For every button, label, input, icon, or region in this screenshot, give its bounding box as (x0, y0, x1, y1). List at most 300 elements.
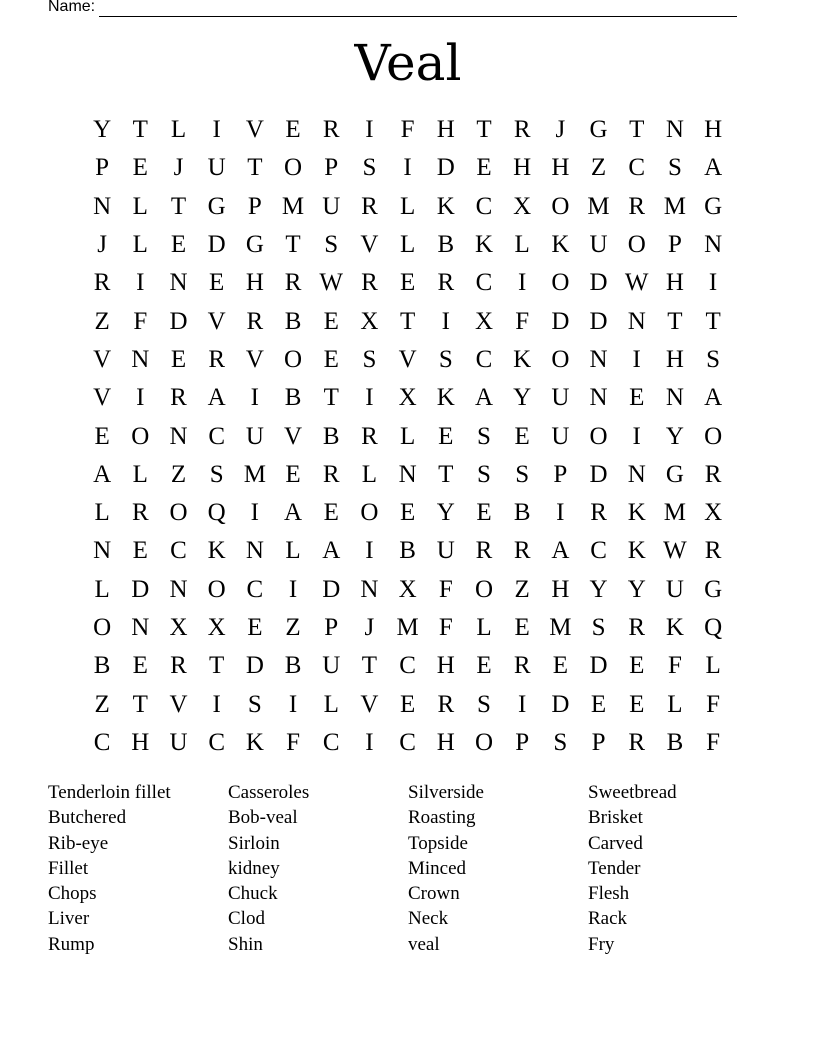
grid-letter: N (169, 575, 188, 603)
grid-letter: E (94, 422, 110, 450)
word-list-item: veal (408, 933, 440, 955)
word-list-item: Clod (228, 908, 265, 930)
grid-letter: T (667, 307, 683, 335)
grid-letter: F (667, 652, 682, 680)
grid-letter: P (515, 728, 530, 756)
grid-letter: U (207, 154, 226, 182)
grid-letter: C (208, 422, 225, 450)
grid-letter: X (398, 384, 417, 412)
grid-letter: Z (285, 614, 301, 641)
grid-letter: C (475, 269, 493, 297)
grid-letter: R (284, 269, 302, 297)
grid-letter: H (665, 269, 684, 297)
grid-letter: E (132, 652, 148, 680)
grid-letter: T (132, 690, 148, 718)
grid-letter: Z (94, 307, 110, 335)
grid-letter: R (170, 652, 187, 680)
grid-letter: E (323, 307, 339, 335)
grid-letter: L (323, 690, 339, 718)
grid-letter: X (207, 614, 226, 641)
grid-letter: V (207, 307, 226, 335)
grid-letter: E (514, 614, 530, 641)
grid-letter: Y (589, 575, 608, 603)
grid-letter: T (209, 652, 225, 680)
grid-letter: H (551, 154, 570, 182)
grid-letter: M (549, 614, 572, 641)
grid-letter: X (398, 575, 417, 603)
grid-letter: O (93, 614, 112, 641)
grid-letter: K (474, 231, 493, 259)
grid-letter: R (361, 192, 378, 220)
grid-letter: S (477, 460, 491, 488)
grid-letter: N (169, 422, 188, 450)
grid-letter: E (399, 269, 416, 297)
word-list-item: Minced (408, 857, 467, 879)
word-list-item: Roasting (408, 807, 476, 829)
grid-letter: R (361, 269, 378, 297)
grid-letter: I (632, 345, 641, 373)
grid-letter: O (551, 192, 570, 220)
grid-letter: I (708, 269, 718, 297)
grid-letter: U (169, 728, 188, 756)
word-search-grid (83, 111, 732, 762)
grid-letter: O (474, 575, 493, 603)
grid-letter: Z (590, 154, 607, 182)
grid-letter: V (284, 422, 303, 450)
grid-letter: D (322, 575, 341, 603)
grid-letter: G (207, 192, 226, 220)
grid-letter: S (591, 614, 606, 641)
grid-letter: P (95, 154, 110, 182)
word-list-item: Sirloin (228, 832, 280, 854)
grid-letter: R (513, 537, 531, 565)
grid-letter: C (475, 192, 493, 220)
grid-letter: E (590, 690, 607, 718)
word-list-item: Brisket (588, 807, 643, 829)
grid-letter: I (136, 269, 145, 297)
word-list-item: Tender (588, 857, 641, 879)
grid-letter: E (323, 499, 339, 527)
grid-letter: O (704, 422, 723, 450)
grid-letter: A (207, 384, 226, 412)
grid-letter: I (288, 575, 298, 603)
grid-letter: I (517, 690, 527, 718)
grid-letter: C (628, 154, 646, 182)
grid-letter: D (169, 307, 188, 335)
grid-letter: T (438, 460, 454, 488)
grid-letter: Q (207, 499, 226, 527)
grid-letter: I (632, 422, 641, 450)
grid-letter: X (360, 307, 379, 335)
grid-letter: E (285, 116, 301, 144)
grid-letter: F (706, 728, 721, 756)
grid-letter: O (131, 422, 150, 450)
grid-letter: L (132, 231, 148, 259)
grid-letter: E (247, 614, 263, 641)
grid-letter: M (243, 460, 266, 488)
grid-letter: R (322, 460, 340, 488)
grid-letter: C (475, 345, 493, 373)
grid-letter: X (474, 307, 493, 335)
grid-letter: D (207, 231, 226, 259)
grid-letter: L (361, 460, 378, 488)
grid-letter: J (364, 614, 375, 641)
grid-letter: I (365, 537, 374, 565)
grid-letter: A (93, 460, 112, 488)
grid-letter: U (322, 652, 341, 680)
name-label: Name: (48, 0, 96, 15)
grid-letter: O (627, 231, 646, 259)
grid-letter: Z (170, 460, 187, 488)
grid-letter: L (132, 192, 148, 220)
grid-letter: D (551, 690, 570, 718)
grid-letter: I (365, 728, 374, 756)
word-list-item: Butchered (48, 807, 127, 829)
grid-letter: S (438, 345, 453, 373)
grid-letter: R (361, 422, 378, 450)
grid-letter: E (132, 154, 148, 182)
grid-letter: H (551, 575, 570, 603)
grid-letter: E (629, 384, 645, 412)
grid-letter: R (93, 269, 111, 297)
grid-letter: F (438, 614, 453, 641)
grid-letter: U (589, 231, 608, 259)
grid-letter: K (627, 537, 646, 565)
grid-letter: D (436, 154, 455, 182)
grid-letter: N (704, 231, 723, 259)
grid-letter: P (591, 728, 606, 756)
grid-letter: H (436, 652, 455, 680)
grid-letter: O (169, 499, 188, 527)
grid-letter: I (365, 384, 374, 412)
grid-letter: Y (513, 384, 532, 412)
grid-letter: Y (93, 116, 112, 144)
grid-letter: B (513, 499, 531, 527)
grid-letter: M (396, 614, 419, 641)
word-list-item: kidney (228, 857, 280, 879)
word-list-item: Casseroles (228, 782, 310, 803)
grid-letter: S (362, 345, 377, 373)
word-list-item: Flesh (588, 883, 630, 905)
grid-letter: O (284, 154, 303, 182)
grid-letter: I (441, 307, 450, 335)
grid-letter: E (476, 154, 492, 182)
grid-letter: S (247, 690, 262, 718)
word-list-item: Topside (408, 832, 468, 854)
grid-letter: N (93, 192, 112, 220)
grid-letter: N (398, 460, 417, 488)
grid-letter: I (212, 116, 221, 144)
grid-letter: R (704, 537, 722, 565)
grid-letter: D (589, 269, 608, 297)
grid-letter: I (250, 499, 259, 527)
grid-letter: F (133, 307, 148, 335)
grid-letter: I (136, 384, 145, 412)
grid-letter: T (399, 307, 416, 335)
grid-letter: L (132, 460, 148, 488)
grid-letter: E (132, 537, 148, 565)
grid-letter: B (284, 384, 302, 412)
word-list-item: Carved (588, 832, 643, 854)
grid-letter: D (245, 652, 264, 680)
grid-letter: M (663, 499, 687, 527)
word-list-item: Shin (228, 933, 263, 955)
grid-letter: K (245, 728, 264, 756)
grid-letter: W (663, 537, 687, 565)
grid-letter: U (245, 422, 264, 450)
grid-letter: N (627, 460, 646, 488)
word-list-item: Rack (588, 908, 628, 930)
grid-letter: E (399, 690, 416, 718)
grid-letter: B (399, 537, 416, 565)
grid-letter: Z (514, 575, 530, 603)
grid-letter: H (245, 269, 264, 297)
grid-letter: N (169, 269, 188, 297)
grid-letter: L (514, 231, 530, 259)
grid-letter: R (628, 728, 646, 756)
grid-letter: V (360, 690, 379, 718)
word-list-item: Chops (48, 883, 97, 905)
grid-letter: A (474, 384, 493, 412)
grid-letter: P (247, 192, 262, 220)
word-list-item: Tenderloin fillet (48, 782, 171, 803)
grid-letter: T (323, 384, 339, 412)
grid-letter: U (551, 422, 570, 450)
grid-letter: C (399, 728, 416, 756)
grid-letter: Y (627, 575, 646, 603)
grid-letter: Z (94, 690, 110, 718)
grid-letter: B (666, 728, 684, 756)
grid-letter: B (284, 652, 302, 680)
grid-letter: R (590, 499, 607, 527)
grid-letter: N (131, 345, 150, 373)
grid-letter: E (476, 499, 492, 527)
grid-letter: S (477, 690, 491, 718)
grid-letter: W (319, 269, 344, 297)
grid-letter: R (513, 652, 531, 680)
grid-letter: L (399, 192, 416, 220)
grid-letter: L (94, 575, 110, 603)
grid-letter: N (245, 537, 264, 565)
grid-letter: O (284, 345, 303, 373)
grid-letter: C (170, 537, 187, 565)
grid-letter: R (628, 614, 646, 641)
grid-letter: X (704, 499, 723, 527)
grid-letter: B (437, 231, 455, 259)
grid-letter: N (589, 384, 608, 412)
grid-letter: E (476, 652, 492, 680)
grid-letter: R (513, 116, 531, 144)
grid-letter: H (131, 728, 150, 756)
grid-letter: F (400, 116, 415, 144)
grid-letter: R (322, 116, 340, 144)
grid-letter: R (246, 307, 264, 335)
grid-letter: E (552, 652, 568, 680)
grid-letter: C (208, 728, 225, 756)
grid-letter: J (555, 116, 566, 144)
word-list-item: Rump (48, 933, 95, 955)
grid-letter: T (476, 116, 492, 144)
grid-letter: V (245, 345, 264, 373)
grid-letter: E (629, 652, 645, 680)
grid-letter: A (284, 499, 303, 527)
grid-letter: I (556, 499, 565, 527)
grid-letter: S (477, 422, 491, 450)
grid-letter: I (288, 690, 298, 718)
grid-letter: N (665, 116, 684, 144)
grid-letter: H (436, 116, 455, 144)
grid-letter: E (399, 499, 416, 527)
grid-letter: A (322, 537, 341, 565)
grid-letter: E (170, 345, 187, 373)
grid-letter: N (93, 537, 112, 565)
grid-letter: S (324, 231, 339, 259)
grid-letter: T (629, 116, 645, 144)
grid-letter: B (93, 652, 111, 680)
grid-letter: L (399, 231, 416, 259)
grid-letter: E (170, 231, 187, 259)
grid-letter: K (436, 384, 455, 412)
grid-letter: C (590, 537, 607, 565)
grid-letter: V (93, 345, 112, 373)
grid-letter: V (169, 690, 188, 718)
grid-letter: C (246, 575, 264, 603)
grid-letter: N (131, 614, 150, 641)
grid-letter: I (212, 690, 221, 718)
grid-letter: I (403, 154, 412, 182)
grid-letter: B (284, 307, 302, 335)
grid-letter: G (245, 231, 264, 259)
grid-letter: G (704, 192, 723, 220)
grid-letter: D (589, 652, 608, 680)
grid-letter: S (706, 345, 721, 373)
word-list-item: Chuck (228, 883, 278, 905)
word-list-item: Sweetbread (588, 782, 677, 803)
grid-letter: P (553, 460, 568, 488)
grid-letter: N (589, 345, 608, 373)
grid-letter: F (438, 575, 453, 603)
grid-letter: O (551, 345, 570, 373)
grid-letter: E (285, 460, 301, 488)
grid-letter: L (94, 499, 110, 527)
word-list-item: Silverside (408, 782, 484, 803)
word-list-item: Bob-veal (228, 807, 298, 829)
grid-letter: S (553, 728, 568, 756)
grid-letter: L (705, 652, 721, 680)
grid-letter: P (667, 231, 682, 259)
word-list-item: Fry (588, 933, 615, 955)
grid-letter: O (551, 269, 570, 297)
grid-letter: Y (436, 499, 455, 527)
name-line (99, 1, 737, 17)
grid-letter: G (704, 575, 723, 603)
grid-letter: J (97, 231, 107, 259)
grid-letter: A (551, 537, 570, 565)
grid-letter: E (323, 345, 339, 373)
grid-letter: X (513, 192, 532, 220)
grid-letter: X (169, 614, 188, 641)
grid-letter: L (399, 422, 416, 450)
grid-letter: C (93, 728, 111, 756)
grid-letter: O (474, 728, 493, 756)
grid-letter: K (665, 614, 684, 641)
grid-letter: U (665, 575, 684, 603)
grid-letter: H (436, 728, 455, 756)
grid-letter: C (322, 728, 340, 756)
grid-letter: K (627, 499, 646, 527)
grid-letter: R (628, 192, 646, 220)
grid-letter: H (513, 154, 532, 182)
word-list (48, 780, 768, 957)
grid-letter: S (515, 460, 530, 488)
grid-letter: N (665, 384, 684, 412)
grid-letter: T (361, 652, 378, 680)
grid-letter: C (399, 652, 416, 680)
grid-letter: T (170, 192, 187, 220)
grid-letter: N (360, 575, 379, 603)
grid-letter: L (476, 614, 492, 641)
grid-letter: S (209, 460, 224, 488)
grid-letter: I (250, 384, 259, 412)
grid-letter: E (438, 422, 454, 450)
grid-letter: R (170, 384, 187, 412)
grid-letter: T (285, 231, 301, 259)
grid-letter: I (365, 116, 374, 144)
grid-letter: H (704, 116, 723, 144)
grid-letter: V (245, 116, 264, 144)
grid-letter: F (286, 728, 300, 756)
word-list-item: Crown (408, 883, 460, 905)
grid-letter: U (551, 384, 570, 412)
grid-letter: Y (665, 422, 684, 450)
grid-letter: S (362, 154, 377, 182)
grid-letter: K (207, 537, 226, 565)
grid-letter: E (209, 269, 225, 297)
grid-letter: O (207, 575, 226, 603)
grid-letter: E (629, 690, 645, 718)
grid-letter: R (704, 460, 722, 488)
grid-letter: N (627, 307, 646, 335)
grid-letter: D (589, 307, 608, 335)
grid-letter: O (589, 422, 608, 450)
word-list-item: Liver (48, 908, 90, 930)
grid-letter: M (663, 192, 687, 220)
grid-letter: R (131, 499, 149, 527)
grid-letter: S (667, 154, 682, 182)
page-title: Veal (354, 34, 462, 92)
grid-letter: R (437, 269, 455, 297)
grid-letter: D (131, 575, 150, 603)
grid-letter: F (515, 307, 530, 335)
grid-letter: T (132, 116, 148, 144)
grid-letter: W (624, 269, 649, 297)
grid-letter: G (589, 116, 608, 144)
grid-letter: K (551, 231, 570, 259)
grid-letter: U (436, 537, 455, 565)
grid-letter: O (360, 499, 379, 527)
word-list-item: Fillet (48, 857, 89, 879)
grid-letter: L (285, 537, 301, 565)
grid-letter: I (517, 269, 527, 297)
grid-letter: M (281, 192, 305, 220)
word-list-item: Rib-eye (48, 832, 109, 854)
grid-letter: H (665, 345, 684, 373)
word-list-item: Neck (408, 908, 449, 930)
grid-letter: V (93, 384, 112, 412)
grid-letter: T (247, 154, 263, 182)
grid-letter: R (475, 537, 493, 565)
grid-letter: E (514, 422, 530, 450)
